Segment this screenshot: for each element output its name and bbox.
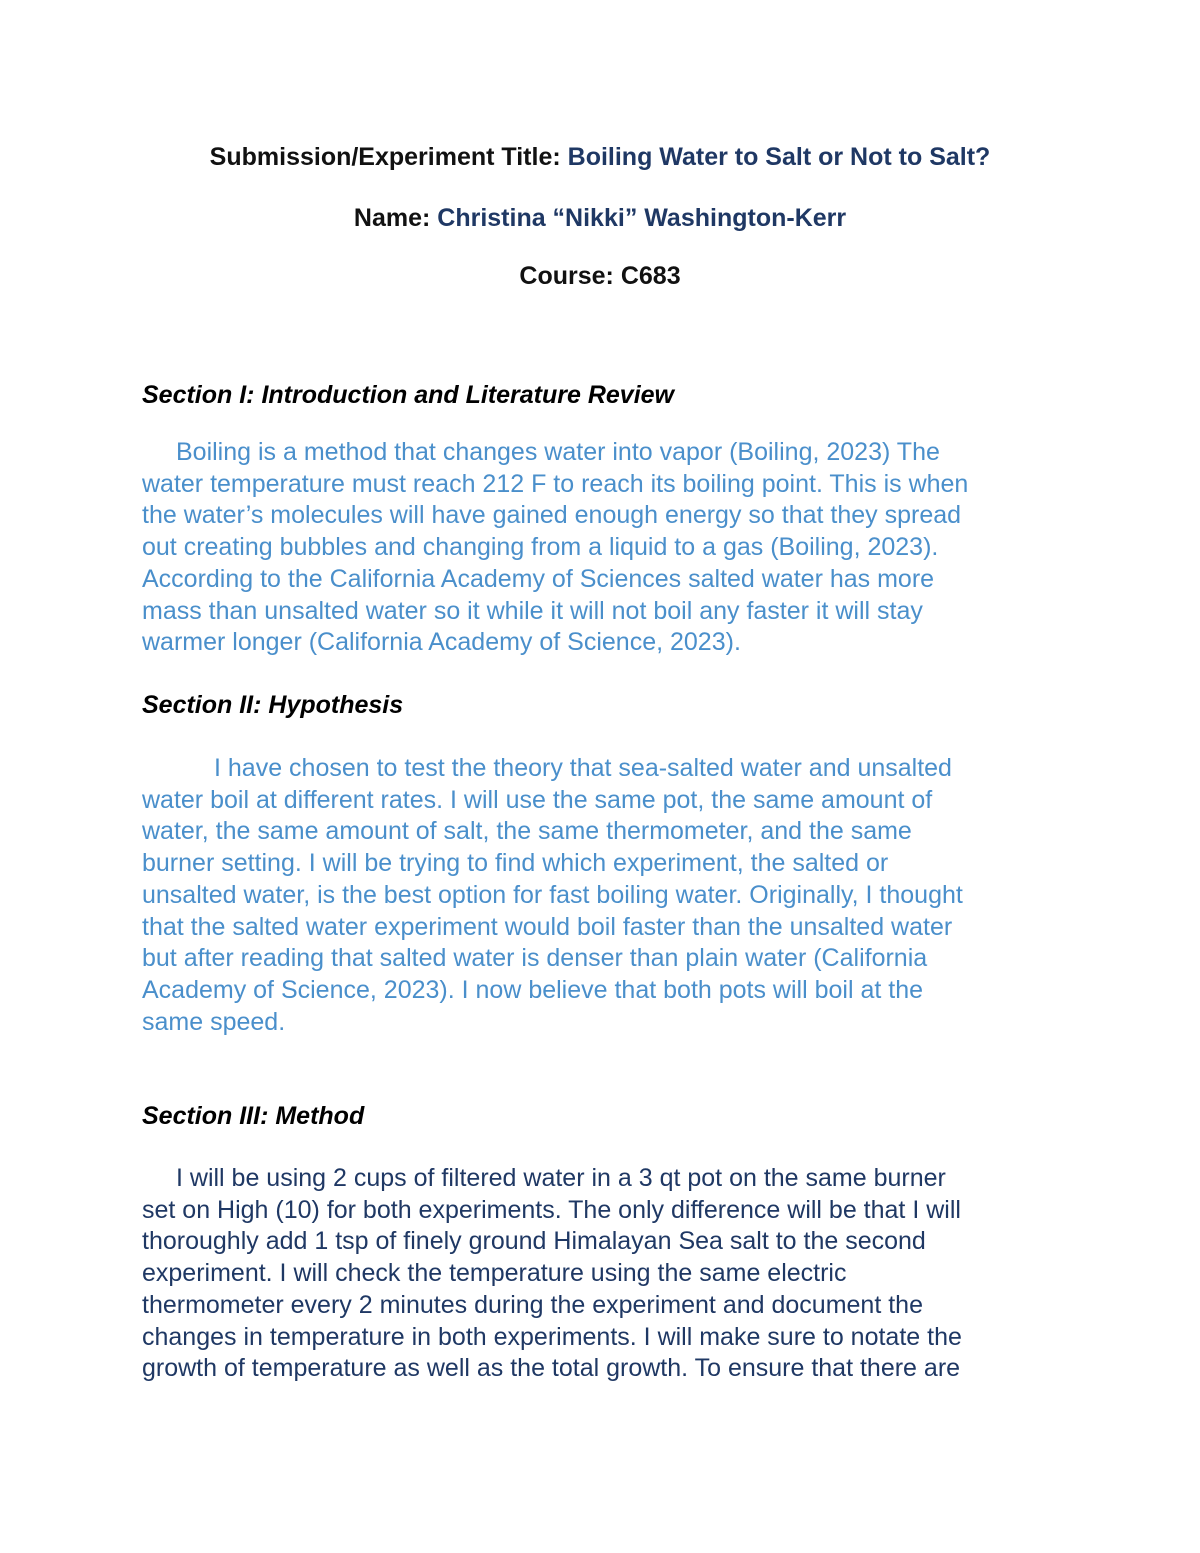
section-heading-introduction: Section I: Introduction and Literature Review	[142, 381, 675, 409]
paragraph-line: the water’s molecules will have gained enough energy so that they spread	[142, 501, 962, 530]
paragraph-line: changes in temperature in both experiments. I will make sure to notate the	[142, 1322, 962, 1351]
paragraph-line: Academy of Science, 2023). I now believe that both pots will boil at the	[142, 975, 924, 1004]
author-name-line	[0, 203, 1200, 233]
paragraph-line: water boil at different rates. I will use the same pot, the same amount of	[142, 785, 933, 814]
paragraph-line: unsalted water, is the best option for fast boiling water. Originally, I thought	[142, 880, 963, 909]
paragraph-line: I will be using 2 cups of filtered water in a 3 qt pot on the same burner	[176, 1164, 946, 1192]
paragraph-line: but after reading that salted water is denser than plain water (California	[142, 944, 928, 973]
paragraph-line: thoroughly add 1 tsp of finely ground Himalayan Sea salt to the second	[142, 1227, 926, 1256]
paragraph-line: same speed.	[142, 1007, 286, 1036]
paragraph-line: out creating bubbles and changing from a liquid to a gas (Boiling, 2023).	[142, 533, 939, 562]
paragraph-line: water, the same amount of salt, the same thermometer, and the same	[142, 817, 912, 846]
paragraph-line: Boiling is a method that changes water into vapor (Boiling, 2023) The	[176, 438, 940, 466]
course-label: Course:	[519, 262, 614, 290]
name-value: Christina “Nikki” Washington-Kerr	[437, 204, 847, 232]
paragraph-line: growth of temperature as well as the total growth. To ensure that there are	[142, 1354, 961, 1383]
title-label: Submission/Experiment Title:	[209, 143, 561, 171]
paragraph-line: thermometer every 2 minutes during the experiment and document the	[142, 1290, 923, 1319]
section-paragraph-method	[142, 1163, 1062, 1385]
paragraph-line: set on High (10) for both experiments. The only difference will be that I will	[142, 1195, 961, 1224]
paragraph-line: experiment. I will check the temperature using the same electric	[142, 1259, 847, 1288]
course-value: C683	[620, 262, 681, 290]
section-heading-method: Section III: Method	[142, 1102, 365, 1130]
section-paragraph-hypothesis	[142, 753, 1062, 1038]
paragraph-line: I have chosen to test the theory that sea-salted water and unsalted	[214, 754, 952, 782]
paragraph-line: warmer longer (California Academy of Science, 2023).	[142, 628, 741, 657]
paragraph-line: water temperature must reach 212 F to reach its boiling point. This is when	[142, 469, 969, 498]
experiment-title-line	[0, 142, 1200, 172]
section-heading-hypothesis: Section II: Hypothesis	[142, 691, 404, 719]
paragraph-line: According to the California Academy of Sciences salted water has more	[142, 564, 935, 593]
title-value: Boiling Water to Salt or Not to Salt?	[567, 143, 991, 171]
course-line	[0, 261, 1200, 291]
paragraph-line: burner setting. I will be trying to find which experiment, the salted or	[142, 849, 889, 878]
paragraph-line: mass than unsalted water so it while it will not boil any faster it will stay	[142, 596, 923, 625]
name-label: Name:	[353, 204, 431, 232]
paragraph-line: that the salted water experiment would boil faster than the unsalted water	[142, 912, 953, 941]
section-paragraph-introduction	[142, 437, 1062, 659]
